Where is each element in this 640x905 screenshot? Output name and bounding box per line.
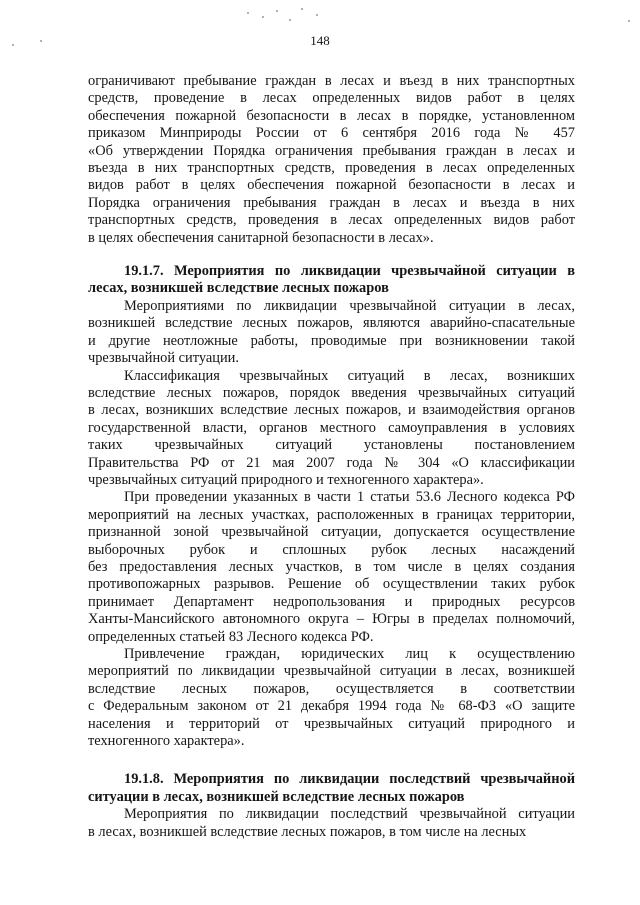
text-line: противопожарных разрывов. Решение об осуществлении таких рубок	[88, 576, 575, 593]
heading-line: 19.1.8. Мероприятия по ликвидации последствий чрезвычайной	[124, 771, 575, 788]
text-line: возникшей вследствие лесных пожаров, являются аварийно-спасательные	[88, 315, 575, 332]
text-line: Привлечение граждан, юридических лиц к осуществлению	[124, 646, 575, 662]
text-line: государственной власти, органов местного самоуправления в условиях	[88, 419, 575, 436]
scan-speck	[276, 10, 278, 12]
text-line: Ханты-Мансийского автономного округа – Югры в пределах полномочий,	[88, 611, 575, 628]
text-line: населения и территорий от чрезвычайных ситуаций природного и	[88, 715, 575, 732]
paragraph	[88, 368, 575, 490]
text-line: чрезвычайных ситуаций природного и техногенного характера».	[88, 471, 484, 488]
text-line: без предоставления лесных участков, в том числе в целях создания	[88, 558, 575, 575]
text-line: и другие неотложные работы, проводимые при возникновении такой	[88, 332, 575, 349]
text-line: Мероприятия по ликвидации последствий чрезвычайной ситуации	[124, 806, 575, 823]
text-line: вследствие лесных пожаров, порядок введения чрезвычайных ситуаций	[88, 384, 575, 401]
text-line: мероприятий по ликвидации чрезвычайной ситуации в лесах, возникшей	[88, 663, 575, 680]
text-line: признанной зоной чрезвычайной ситуации, допускается осуществление	[88, 524, 575, 541]
scan-speck	[289, 19, 291, 21]
text-line: в целях обеспечения санитарной безопасности в лесах».	[88, 229, 434, 246]
scan-speck	[628, 20, 630, 22]
paragraph	[88, 73, 575, 247]
text-line: в лесах, возникших вследствие лесных пожаров, и взаимодействия органов	[88, 402, 575, 419]
scan-speck	[301, 8, 303, 10]
paragraph	[88, 646, 575, 750]
text-line: При проведении указанных в части 1 статьи 53.6 Лесного кодекса РФ	[124, 489, 575, 506]
text-line: ограничивают пребывание граждан в лесах и въезд в них транспортных	[88, 73, 575, 89]
page-number: 148	[310, 33, 330, 48]
text-line: «Об утверждении Порядка ограничения пребывания граждан в лесах и	[88, 142, 575, 159]
text-line: таких чрезвычайных ситуаций установлены постановлением	[88, 437, 575, 454]
scan-speck	[262, 16, 264, 18]
text-line: вследствие лесных пожаров, осуществляется в соответствии	[88, 680, 575, 697]
paragraph	[88, 298, 575, 368]
text-line: Порядка ограничения пребывания граждан в лесах и въезда в них	[88, 194, 575, 211]
text-line: транспортных средств, проведения в лесах определенных видов работ	[88, 212, 575, 229]
document-body	[88, 73, 575, 841]
section-heading	[88, 771, 575, 806]
text-line: средств, проведение в лесах определенных видов работ в целях	[88, 90, 575, 107]
text-line: чрезвычайной ситуации.	[88, 350, 239, 367]
text-line: выборочных рубок и сплошных рубок лесных насаждений	[88, 541, 575, 558]
heading-line: ситуации в лесах, возникшей вследствие лесных пожаров	[88, 788, 465, 805]
heading-line: 19.1.7. Мероприятия по ликвидации чрезвычайной ситуации в	[124, 263, 575, 280]
text-line: приказом Минприроды России от 6 сентября 2016 года № 457	[88, 125, 575, 142]
text-line: с Федеральным законом от 21 декабря 1994 года № 68-ФЗ «О защите	[88, 698, 575, 715]
text-line: Классификация чрезвычайных ситуаций в лесах, возникших	[124, 367, 575, 384]
text-line: въезда в них транспортных средств, проведения в лесах определенных	[88, 160, 575, 177]
text-line: обеспечения пожарной безопасности в лесах в порядке, установленном	[88, 107, 575, 124]
paragraph	[88, 806, 575, 841]
text-line: Правительства РФ от 21 мая 2007 года № 304 «О классификации	[88, 454, 575, 471]
text-line: принимает Департамент недропользования и природных ресурсов	[88, 593, 575, 610]
paragraph	[88, 489, 575, 646]
scan-speck	[247, 12, 249, 14]
scan-speck	[316, 14, 318, 16]
text-line: мероприятий на лесных участках, расположенных в границах территории,	[88, 506, 575, 523]
text-line: видов работ в целях обеспечения пожарной безопасности в лесах и	[88, 177, 575, 194]
heading-line: лесах, возникшей вследствие лесных пожаров	[88, 280, 389, 297]
section-heading	[88, 263, 575, 298]
text-line: определенных статьей 83 Лесного кодекса РФ.	[88, 628, 374, 645]
text-line: Мероприятиями по ликвидации чрезвычайной ситуации в лесах,	[124, 297, 575, 314]
text-line: в лесах, возникшей вследствие лесных пожаров, в том числе на лесных	[88, 823, 527, 840]
text-line: техногенного характера».	[88, 733, 245, 750]
